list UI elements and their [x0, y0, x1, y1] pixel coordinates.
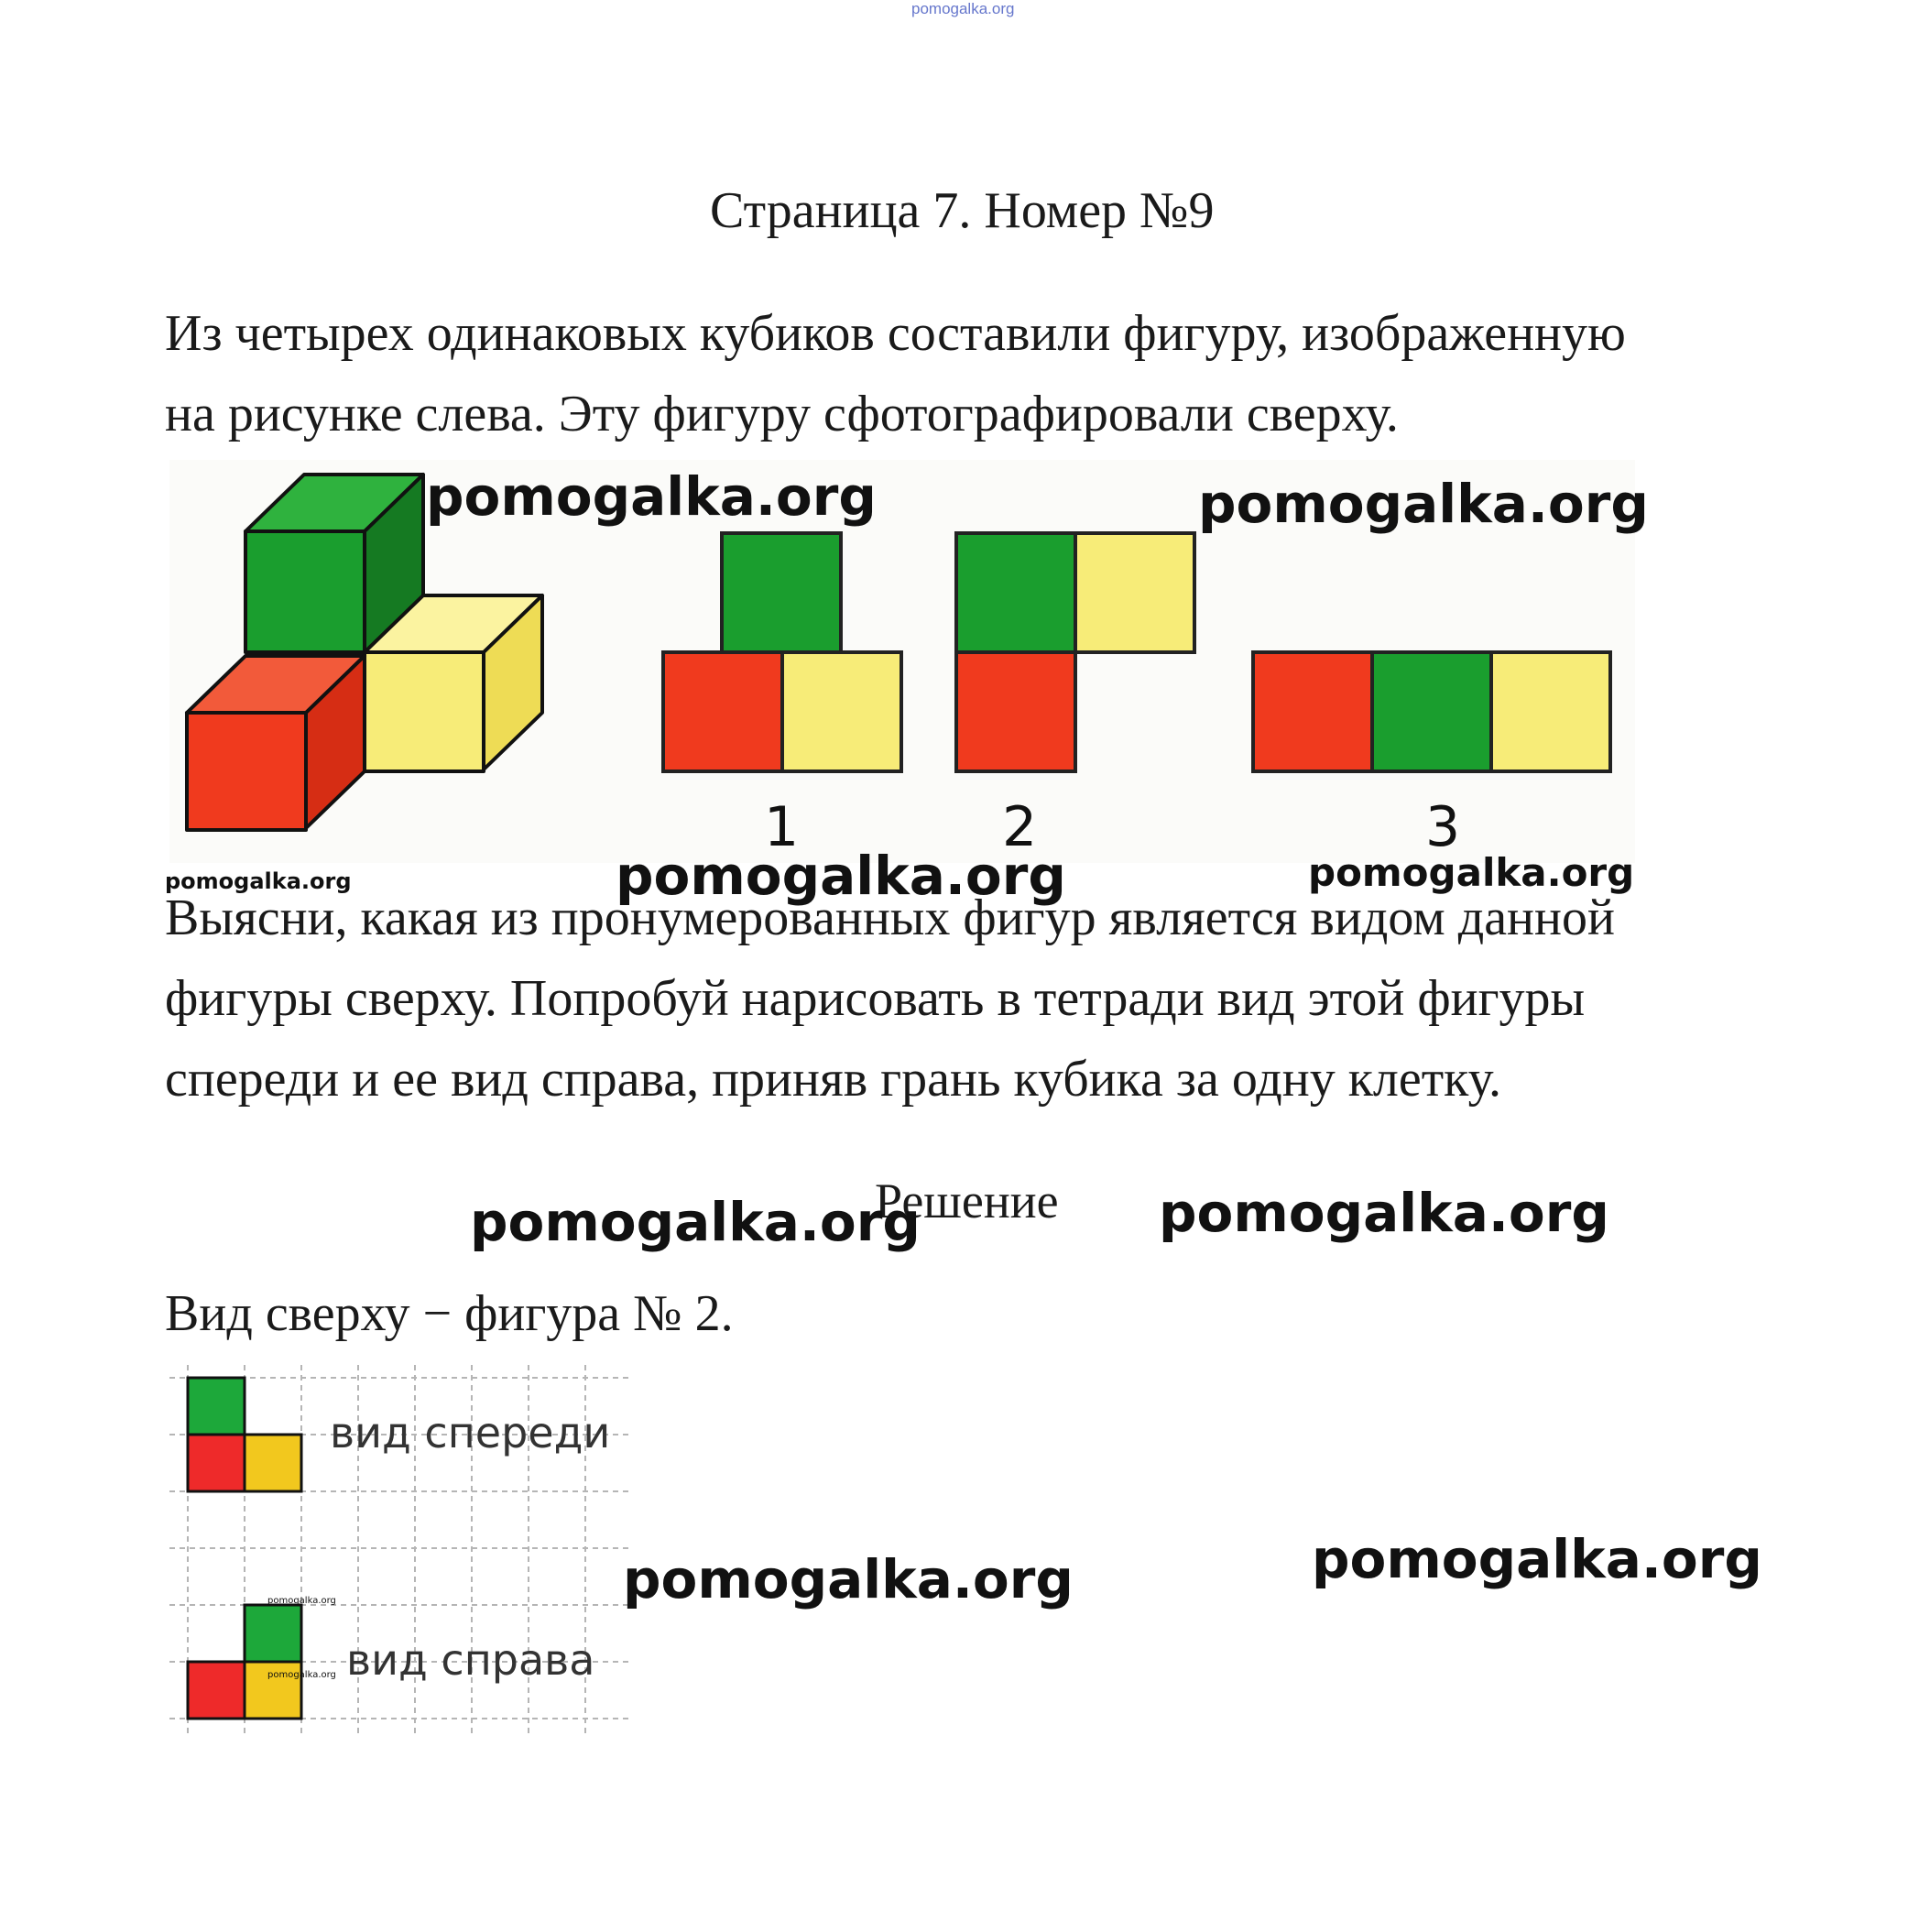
question-line: фигуры сверху. Попробуй нарисовать в тетради вид этой фигуры	[165, 970, 1586, 1027]
watermark: pomogalka.org	[1159, 1182, 1609, 1244]
front-view-squares	[188, 1378, 301, 1491]
question-text	[165, 878, 1615, 1119]
watermark: pomogalka.org	[1312, 1528, 1762, 1590]
watermark: pomogalka.org	[267, 1596, 336, 1606]
task-line: Из четырех одинаковых кубиков составили фигуру, изображенную	[165, 305, 1626, 362]
right-view-squares	[188, 1605, 301, 1719]
answer-text: Вид сверху − фигура № 2.	[165, 1285, 734, 1342]
watermark: pomogalka.org	[470, 1191, 921, 1253]
watermark: pomogalka.org	[1308, 850, 1635, 895]
figure-number-3: 3	[1425, 795, 1461, 859]
watermark: pomogalka.org	[267, 1670, 336, 1680]
watermark: pomogalka.org	[616, 845, 1066, 907]
figure-3	[1253, 652, 1610, 771]
watermark: pomogalka.org	[165, 868, 352, 894]
question-line: Выясни, какая из пронумерованных фигур является видом данной	[165, 890, 1615, 946]
question-line: спереди и ее вид справа, приняв грань кубика за одну клетку.	[165, 1051, 1501, 1108]
cube-figures-illustration	[0, 0, 1919, 879]
right-view-label: вид справа	[346, 1635, 595, 1685]
solution-heading: Решение	[875, 1173, 1059, 1228]
top-watermark: pomogalka.org	[911, 0, 1015, 17]
watermark: pomogalka.org	[426, 465, 877, 528]
front-view-label: вид спереди	[330, 1408, 611, 1457]
watermark: pomogalka.org	[623, 1548, 1074, 1610]
figure-number-1: 1	[764, 795, 800, 859]
task-line: на рисунке слева. Эту фигуру сфотографировали сверху.	[165, 386, 1399, 442]
figure-number-2: 2	[1002, 795, 1038, 859]
watermark: pomogalka.org	[1198, 473, 1649, 535]
page-title: Страница 7. Номер №9	[710, 182, 1215, 239]
